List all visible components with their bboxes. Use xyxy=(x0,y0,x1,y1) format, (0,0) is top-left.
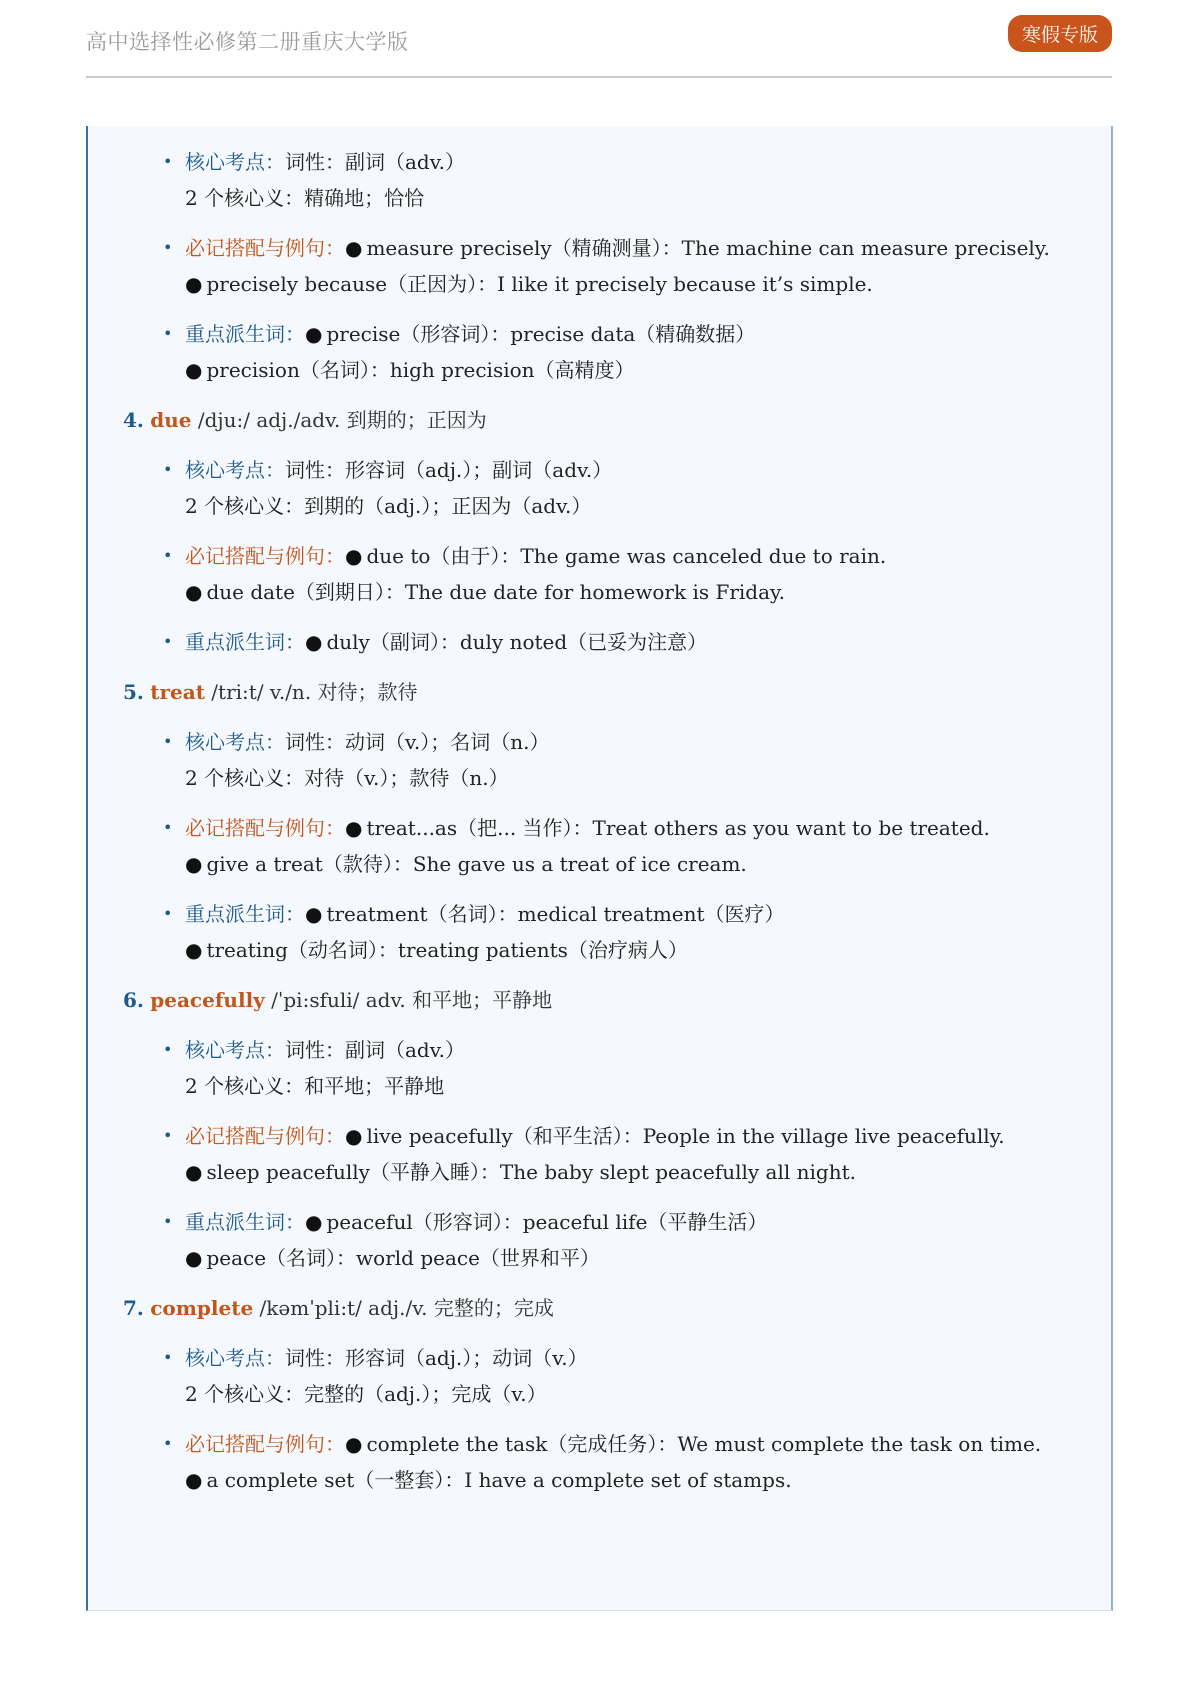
collocation-label: 必记搭配与例句： xyxy=(185,1432,345,1456)
core-label: 核心考点： xyxy=(185,458,285,482)
bullet-icon: • xyxy=(163,460,173,479)
collocation-line2: a complete set（一整套）：I have a complete set of stamps. xyxy=(206,1468,792,1492)
derived-label: 重点派生词： xyxy=(185,902,305,926)
dot-icon: ● xyxy=(345,236,363,260)
bullet-icon: • xyxy=(163,238,173,257)
entry-definition: /kəmˈpli:t/ adj./v. 完整的；完成 xyxy=(253,1296,554,1320)
collocation-block xyxy=(123,538,1111,610)
core-line2: 2 个核心义：完整的（adj.）；完成（v.） xyxy=(185,1382,547,1406)
dot-icon: ● xyxy=(185,1468,203,1492)
derived-block xyxy=(123,624,1111,660)
collocation-label: 必记搭配与例句： xyxy=(185,1124,345,1148)
entry-word: peacefully xyxy=(150,988,265,1012)
entry-continued xyxy=(88,144,1111,388)
dot-icon: ● xyxy=(185,580,203,604)
derived-label: 重点派生词： xyxy=(185,630,305,654)
dot-icon: ● xyxy=(185,852,203,876)
entry-number: 4. xyxy=(123,408,144,432)
collocation-label: 必记搭配与例句： xyxy=(185,236,345,260)
entry-word: complete xyxy=(150,1296,254,1320)
dot-icon: ● xyxy=(345,1124,363,1148)
collocation-line1: measure precisely（精确测量）：The machine can measure precisely. xyxy=(366,236,1050,260)
dot-icon: ● xyxy=(345,544,363,568)
derived-line1: peaceful（形容词）：peaceful life（平静生活） xyxy=(326,1210,768,1234)
core-line1: 词性：副词（adv.） xyxy=(285,150,466,174)
core-block xyxy=(123,1340,1111,1412)
entry-treat xyxy=(88,674,1111,968)
collocation-line2: due date（到期日）：The due date for homework is Friday. xyxy=(206,580,786,604)
collocation-line1: live peacefully（和平生活）：People in the village live peacefully. xyxy=(366,1124,1005,1148)
collocation-line2: precisely because（正因为）：I like it precisely because it’s simple. xyxy=(206,272,873,296)
derived-line2: precision（名词）：high precision（高精度） xyxy=(206,358,635,382)
dot-icon: ● xyxy=(345,816,363,840)
core-line2: 2 个核心义：对待（v.）；款待（n.） xyxy=(185,766,509,790)
derived-line1: treatment（名词）：medical treatment（医疗） xyxy=(326,902,785,926)
collocation-line2: give a treat（款待）：She gave us a treat of ice cream. xyxy=(206,852,747,876)
derived-line2: treating（动名词）：treating patients（治疗病人） xyxy=(206,938,688,962)
entry-definition: /tri:t/ v./n. 对待；款待 xyxy=(204,680,418,704)
core-label: 核心考点： xyxy=(185,150,285,174)
core-line1: 词性：形容词（adj.）；副词（adv.） xyxy=(285,458,613,482)
derived-line1: duly（副词）：duly noted（已妥为注意） xyxy=(326,630,708,654)
entry-due xyxy=(88,402,1111,660)
bullet-icon: • xyxy=(163,152,173,171)
derived-line2: peace（名词）：world peace（世界和平） xyxy=(206,1246,600,1270)
core-line2: 2 个核心义：精确地；恰恰 xyxy=(185,186,425,210)
core-line2: 2 个核心义：到期的（adj.）；正因为（adv.） xyxy=(185,494,592,518)
edition-badge: 寒假专版 xyxy=(1008,15,1112,52)
derived-label: 重点派生词： xyxy=(185,1210,305,1234)
entry-definition: /dju:/ adj./adv. 到期的；正因为 xyxy=(191,408,487,432)
derived-block xyxy=(123,896,1111,968)
dot-icon: ● xyxy=(185,272,203,296)
collocation-line1: due to（由于）：The game was canceled due to rain. xyxy=(366,544,887,568)
dot-icon: ● xyxy=(305,322,323,346)
collocation-line2: sleep peacefully（平静入睡）：The baby slept peacefully all night. xyxy=(206,1160,856,1184)
collocation-line1: treat...as（把... 当作）：Treat others as you want to be treated. xyxy=(366,816,990,840)
core-line1: 词性：副词（adv.） xyxy=(285,1038,466,1062)
entry-word: due xyxy=(150,408,192,432)
core-label: 核心考点： xyxy=(185,1038,285,1062)
collocation-block xyxy=(123,810,1111,882)
entry-definition: /ˈpi:sfuli/ adv. 和平地；平静地 xyxy=(264,988,553,1012)
core-line1: 词性：动词（v.）；名词（n.） xyxy=(285,730,550,754)
core-label: 核心考点： xyxy=(185,1346,285,1370)
entry-number: 5. xyxy=(123,680,144,704)
entry-heading xyxy=(123,1290,1111,1326)
bullet-icon: • xyxy=(163,1212,173,1231)
collocation-label: 必记搭配与例句： xyxy=(185,544,345,568)
bullet-icon: • xyxy=(163,732,173,751)
collocation-block xyxy=(123,1118,1111,1190)
bullet-icon: • xyxy=(163,1348,173,1367)
entry-heading xyxy=(123,674,1111,710)
entry-complete xyxy=(88,1290,1111,1498)
dot-icon: ● xyxy=(305,902,323,926)
bullet-icon: • xyxy=(163,818,173,837)
derived-block xyxy=(123,1204,1111,1276)
core-line2: 2 个核心义：和平地；平静地 xyxy=(185,1074,445,1098)
entry-word: treat xyxy=(150,680,205,704)
collocation-block xyxy=(123,230,1111,302)
core-block xyxy=(123,452,1111,524)
dot-icon: ● xyxy=(185,1160,203,1184)
bullet-icon: • xyxy=(163,1434,173,1453)
bullet-icon: • xyxy=(163,904,173,923)
core-block xyxy=(123,1032,1111,1104)
dot-icon: ● xyxy=(305,1210,323,1234)
derived-line1: precise（形容词）：precise data（精确数据） xyxy=(326,322,756,346)
bullet-icon: • xyxy=(163,1040,173,1059)
collocation-label: 必记搭配与例句： xyxy=(185,816,345,840)
core-label: 核心考点： xyxy=(185,730,285,754)
dot-icon: ● xyxy=(185,1246,203,1270)
core-line1: 词性：形容词（adj.）；动词（v.） xyxy=(285,1346,588,1370)
entry-heading xyxy=(123,982,1111,1018)
core-block xyxy=(123,144,1111,216)
vocabulary-panel xyxy=(86,126,1113,1611)
vocabulary-content xyxy=(88,126,1111,1512)
core-block xyxy=(123,724,1111,796)
entry-number: 7. xyxy=(123,1296,144,1320)
dot-icon: ● xyxy=(185,358,203,382)
derived-block xyxy=(123,316,1111,388)
entry-number: 6. xyxy=(123,988,144,1012)
collocation-block xyxy=(123,1426,1111,1498)
bullet-icon: • xyxy=(163,324,173,343)
derived-label: 重点派生词： xyxy=(185,322,305,346)
page-header xyxy=(86,0,1112,78)
bullet-icon: • xyxy=(163,1126,173,1145)
dot-icon: ● xyxy=(185,938,203,962)
collocation-line1: complete the task（完成任务）：We must complete the task on time. xyxy=(366,1432,1042,1456)
dot-icon: ● xyxy=(345,1432,363,1456)
bullet-icon: • xyxy=(163,546,173,565)
entry-heading xyxy=(123,402,1111,438)
entry-peacefully xyxy=(88,982,1111,1276)
dot-icon: ● xyxy=(305,630,323,654)
book-title: 高中选择性必修第二册重庆大学版 xyxy=(86,30,409,54)
bullet-icon: • xyxy=(163,632,173,651)
